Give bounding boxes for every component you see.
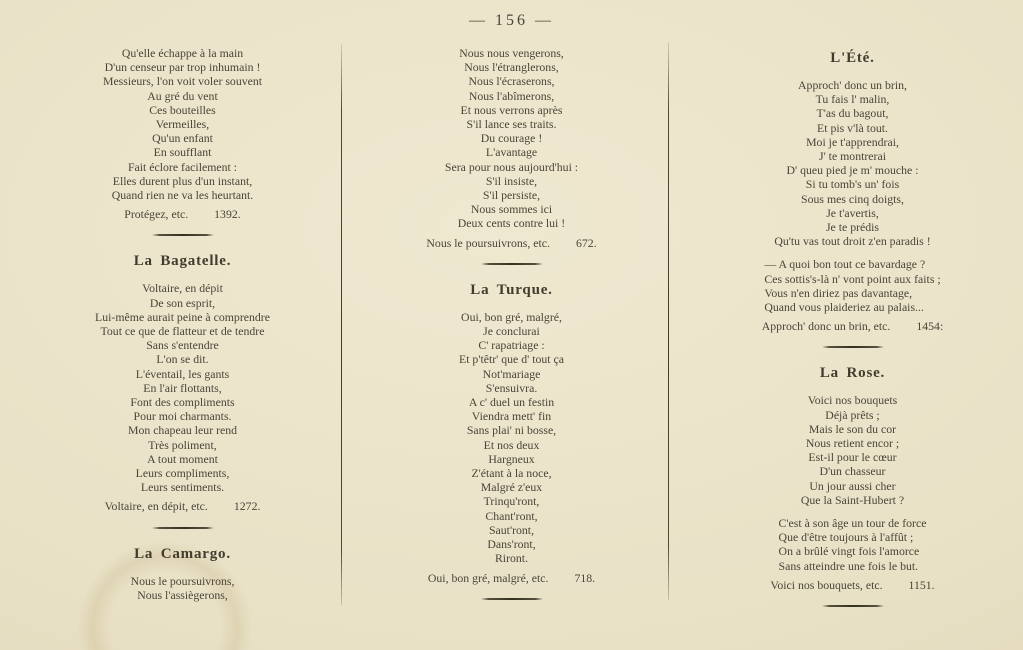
verse-line: Dans'ront,: [487, 537, 536, 552]
section-separator: [152, 234, 214, 236]
refrain-text: Approch' donc un brin, etc.: [761, 319, 891, 334]
stanza: [682, 78, 1023, 248]
song-number: 1272.: [233, 499, 261, 514]
verse-line: Mon chapeau leur rend: [127, 423, 238, 438]
stanza: [24, 281, 341, 494]
verse-line: Tu fais l' malin,: [815, 92, 890, 107]
verse-line: Et p'têtr' que d' tout ça: [459, 352, 564, 367]
verse-line: Ces sottis's-là n' vont point aux faits ;: [764, 271, 941, 286]
verse-line: Sans atteindre une fois le but.: [778, 558, 919, 573]
verse-line: Très poliment,: [148, 437, 217, 452]
verse-line: A tout moment: [147, 451, 218, 466]
verse-line: Je te prédis: [825, 220, 880, 235]
verse-line: Nous l'étranglerons,: [464, 60, 559, 75]
verse-line: Font des compliments: [130, 395, 235, 410]
verse-line: Pour moi charmants.: [133, 409, 232, 424]
poem-column-1: [0, 38, 341, 650]
verse-line: En l'air flottants,: [143, 380, 222, 395]
verse-line: Sans s'entendre: [146, 338, 219, 353]
verse-line: Nous l'écraserons,: [468, 74, 555, 89]
verse-line: Z'étant à la noce,: [471, 466, 552, 481]
verse-line: Oui, bon gré, malgré,: [461, 309, 562, 324]
verse-line: Nous nous vengerons,: [459, 46, 564, 60]
verse-line: Hargneux: [488, 451, 535, 466]
song-number: 1454:: [916, 319, 944, 334]
verse-line: S'il persiste,: [482, 188, 541, 203]
refrain-line: [682, 319, 1023, 333]
columns-container: [0, 38, 1023, 650]
song-title: La Rose.: [819, 365, 886, 382]
song-number: 1151.: [908, 577, 935, 592]
verse-line: S'ensuivra.: [485, 380, 538, 395]
refrain-text: Voltaire, en dépit, etc.: [104, 499, 208, 514]
verse-line: Ces bouteilles: [149, 102, 216, 117]
verse-line: Vous n'en diriez pas davantage,: [764, 285, 913, 300]
verse-line: Chant'ront,: [485, 508, 538, 523]
verse-line: De son esprit,: [149, 295, 216, 310]
stanza: [779, 516, 927, 573]
verse-line: Quand rien ne va les heurtant.: [111, 188, 254, 203]
verse-line: Nous sommes ici: [470, 202, 553, 217]
verse-line: Leurs sentiments.: [140, 480, 225, 495]
verse-line: L'éventail, les gants: [135, 366, 230, 381]
verse-line: Approch' donc un brin,: [798, 78, 907, 92]
verse-line: Voici nos bouquets: [807, 393, 898, 408]
refrain-line: [341, 571, 682, 585]
verse-line: Sous mes cinq doigts,: [801, 191, 904, 206]
verse-line: — A quoi bon tout ce bavardage ?: [764, 257, 926, 272]
verse-line: Déjà prêts ;: [825, 407, 880, 422]
verse-line: Messieurs, l'on voit voler souvent: [102, 74, 263, 89]
song-title: La Camargo.: [134, 545, 231, 562]
verse-line: Un jour aussi cher: [809, 478, 896, 493]
verse-line: Elles durent plus d'un instant,: [112, 173, 253, 188]
verse-line: Vermeilles,: [155, 117, 210, 132]
verse-line: D'un chasseur: [819, 464, 886, 479]
refrain-text: Protégez, etc.: [124, 207, 189, 222]
verse-line: Voltaire, en dépit: [142, 281, 223, 296]
song-title: L'Été.: [830, 50, 875, 66]
verse-line: Qu'un enfant: [152, 131, 213, 146]
song-title: La Turque.: [470, 281, 553, 298]
verse-line: L'avantage: [485, 145, 538, 160]
refrain-line: [682, 578, 1023, 592]
verse-line: Et nous verrons après: [460, 102, 563, 117]
song-title: La Bagatelle.: [133, 253, 232, 270]
verse-line: D'un censeur par trop inhumain !: [104, 60, 261, 75]
song-number: 718.: [574, 570, 596, 585]
verse-line: Leurs compliments,: [135, 466, 230, 481]
verse-line: Au gré du vent: [147, 88, 218, 103]
stanza: [24, 574, 341, 602]
refrain-text: Oui, bon gré, malgré, etc.: [427, 570, 549, 585]
refrain-text: Nous le poursuivrons, etc.: [426, 235, 550, 250]
refrain-text: Voici nos bouquets, etc.: [770, 577, 883, 592]
verse-line: S'il insiste,: [485, 173, 538, 188]
verse-line: T'as du bagout,: [816, 106, 889, 121]
verse-line: Fait éclore facilement :: [127, 159, 238, 174]
verse-line: Malgré z'eux: [480, 480, 543, 495]
verse-line: Viendra mett' fin: [471, 409, 552, 424]
verse-line: Du courage !: [480, 131, 543, 146]
poem-column-2: [341, 38, 682, 650]
poem-column-3: [682, 38, 1023, 650]
page-number: — 156 —: [469, 12, 554, 29]
verse-line: Quand vous plaideriez au palais...: [764, 300, 924, 315]
verse-line: En soufflant: [153, 145, 212, 160]
verse-line: Est-il pour le cœur: [808, 450, 897, 465]
section-separator: [822, 346, 884, 348]
verse-line: Trinqu'ront,: [483, 494, 540, 509]
stanza: [682, 393, 1023, 507]
verse-line: Nous retient encor ;: [805, 436, 900, 451]
verse-line: Qu'tu vas tout droit z'en paradis !: [774, 234, 931, 249]
verse-line: L'on se dit.: [156, 352, 209, 367]
verse-line: C' rapatriage :: [478, 338, 545, 353]
song-number: 1392.: [214, 207, 241, 222]
verse-line: Nous le poursuivrons,: [130, 573, 235, 588]
stanza: [24, 46, 341, 202]
section-separator: [481, 598, 543, 600]
verse-line: On a brûlé vingt fois l'amorce: [778, 544, 920, 559]
verse-line: Riront.: [494, 551, 529, 566]
verse-line: J' te montrerai: [819, 149, 886, 164]
verse-line: Sera pour nous aujourd'hui :: [444, 159, 579, 174]
verse-line: Tout ce que de flatteur et de tendre: [100, 324, 265, 339]
verse-line: Moi je t'apprendrai,: [806, 134, 899, 149]
stanza: [764, 257, 940, 314]
section-separator: [152, 527, 214, 529]
verse-line: Not'mariage: [482, 366, 541, 381]
verse-line: C'est à son âge un tour de force: [778, 516, 927, 531]
verse-line: Et pis v'là tout.: [817, 120, 888, 135]
verse-line: Si tu tomb's un' fois: [805, 177, 900, 192]
verse-line: Nous l'assiègerons,: [137, 587, 228, 602]
verse-line: Lui-même aurait peine à comprendre: [95, 309, 270, 324]
verse-line: Je t'avertis,: [826, 205, 879, 220]
verse-line: Nous l'abîmerons,: [468, 88, 555, 103]
stanza: [341, 310, 682, 566]
song-number: 672.: [575, 235, 597, 250]
verse-line: Mais le son du cor: [808, 421, 897, 436]
refrain-line: [24, 207, 341, 221]
verse-line: Je conclurai: [483, 324, 540, 339]
verse-line: Deux cents contre lui !: [457, 216, 566, 231]
verse-line: Que la Saint-Hubert ?: [800, 492, 905, 507]
verse-line: A c' duel un festin: [468, 395, 555, 410]
verse-line: Saut'ront,: [488, 522, 535, 537]
refrain-line: [341, 236, 682, 250]
verse-line: Qu'elle échappe à la main: [121, 46, 244, 60]
verse-line: Sans plai' ni bosse,: [466, 423, 557, 438]
section-separator: [822, 605, 884, 607]
section-separator: [481, 263, 543, 265]
verse-line: S'il lance ses traits.: [466, 117, 557, 132]
verse-line: D' queu pied je m' mouche :: [786, 163, 919, 178]
refrain-line: [24, 499, 341, 513]
verse-line: Que d'être toujours à l'affût ;: [778, 530, 914, 545]
stanza: [341, 46, 682, 231]
verse-line: Et nos deux: [483, 437, 540, 452]
